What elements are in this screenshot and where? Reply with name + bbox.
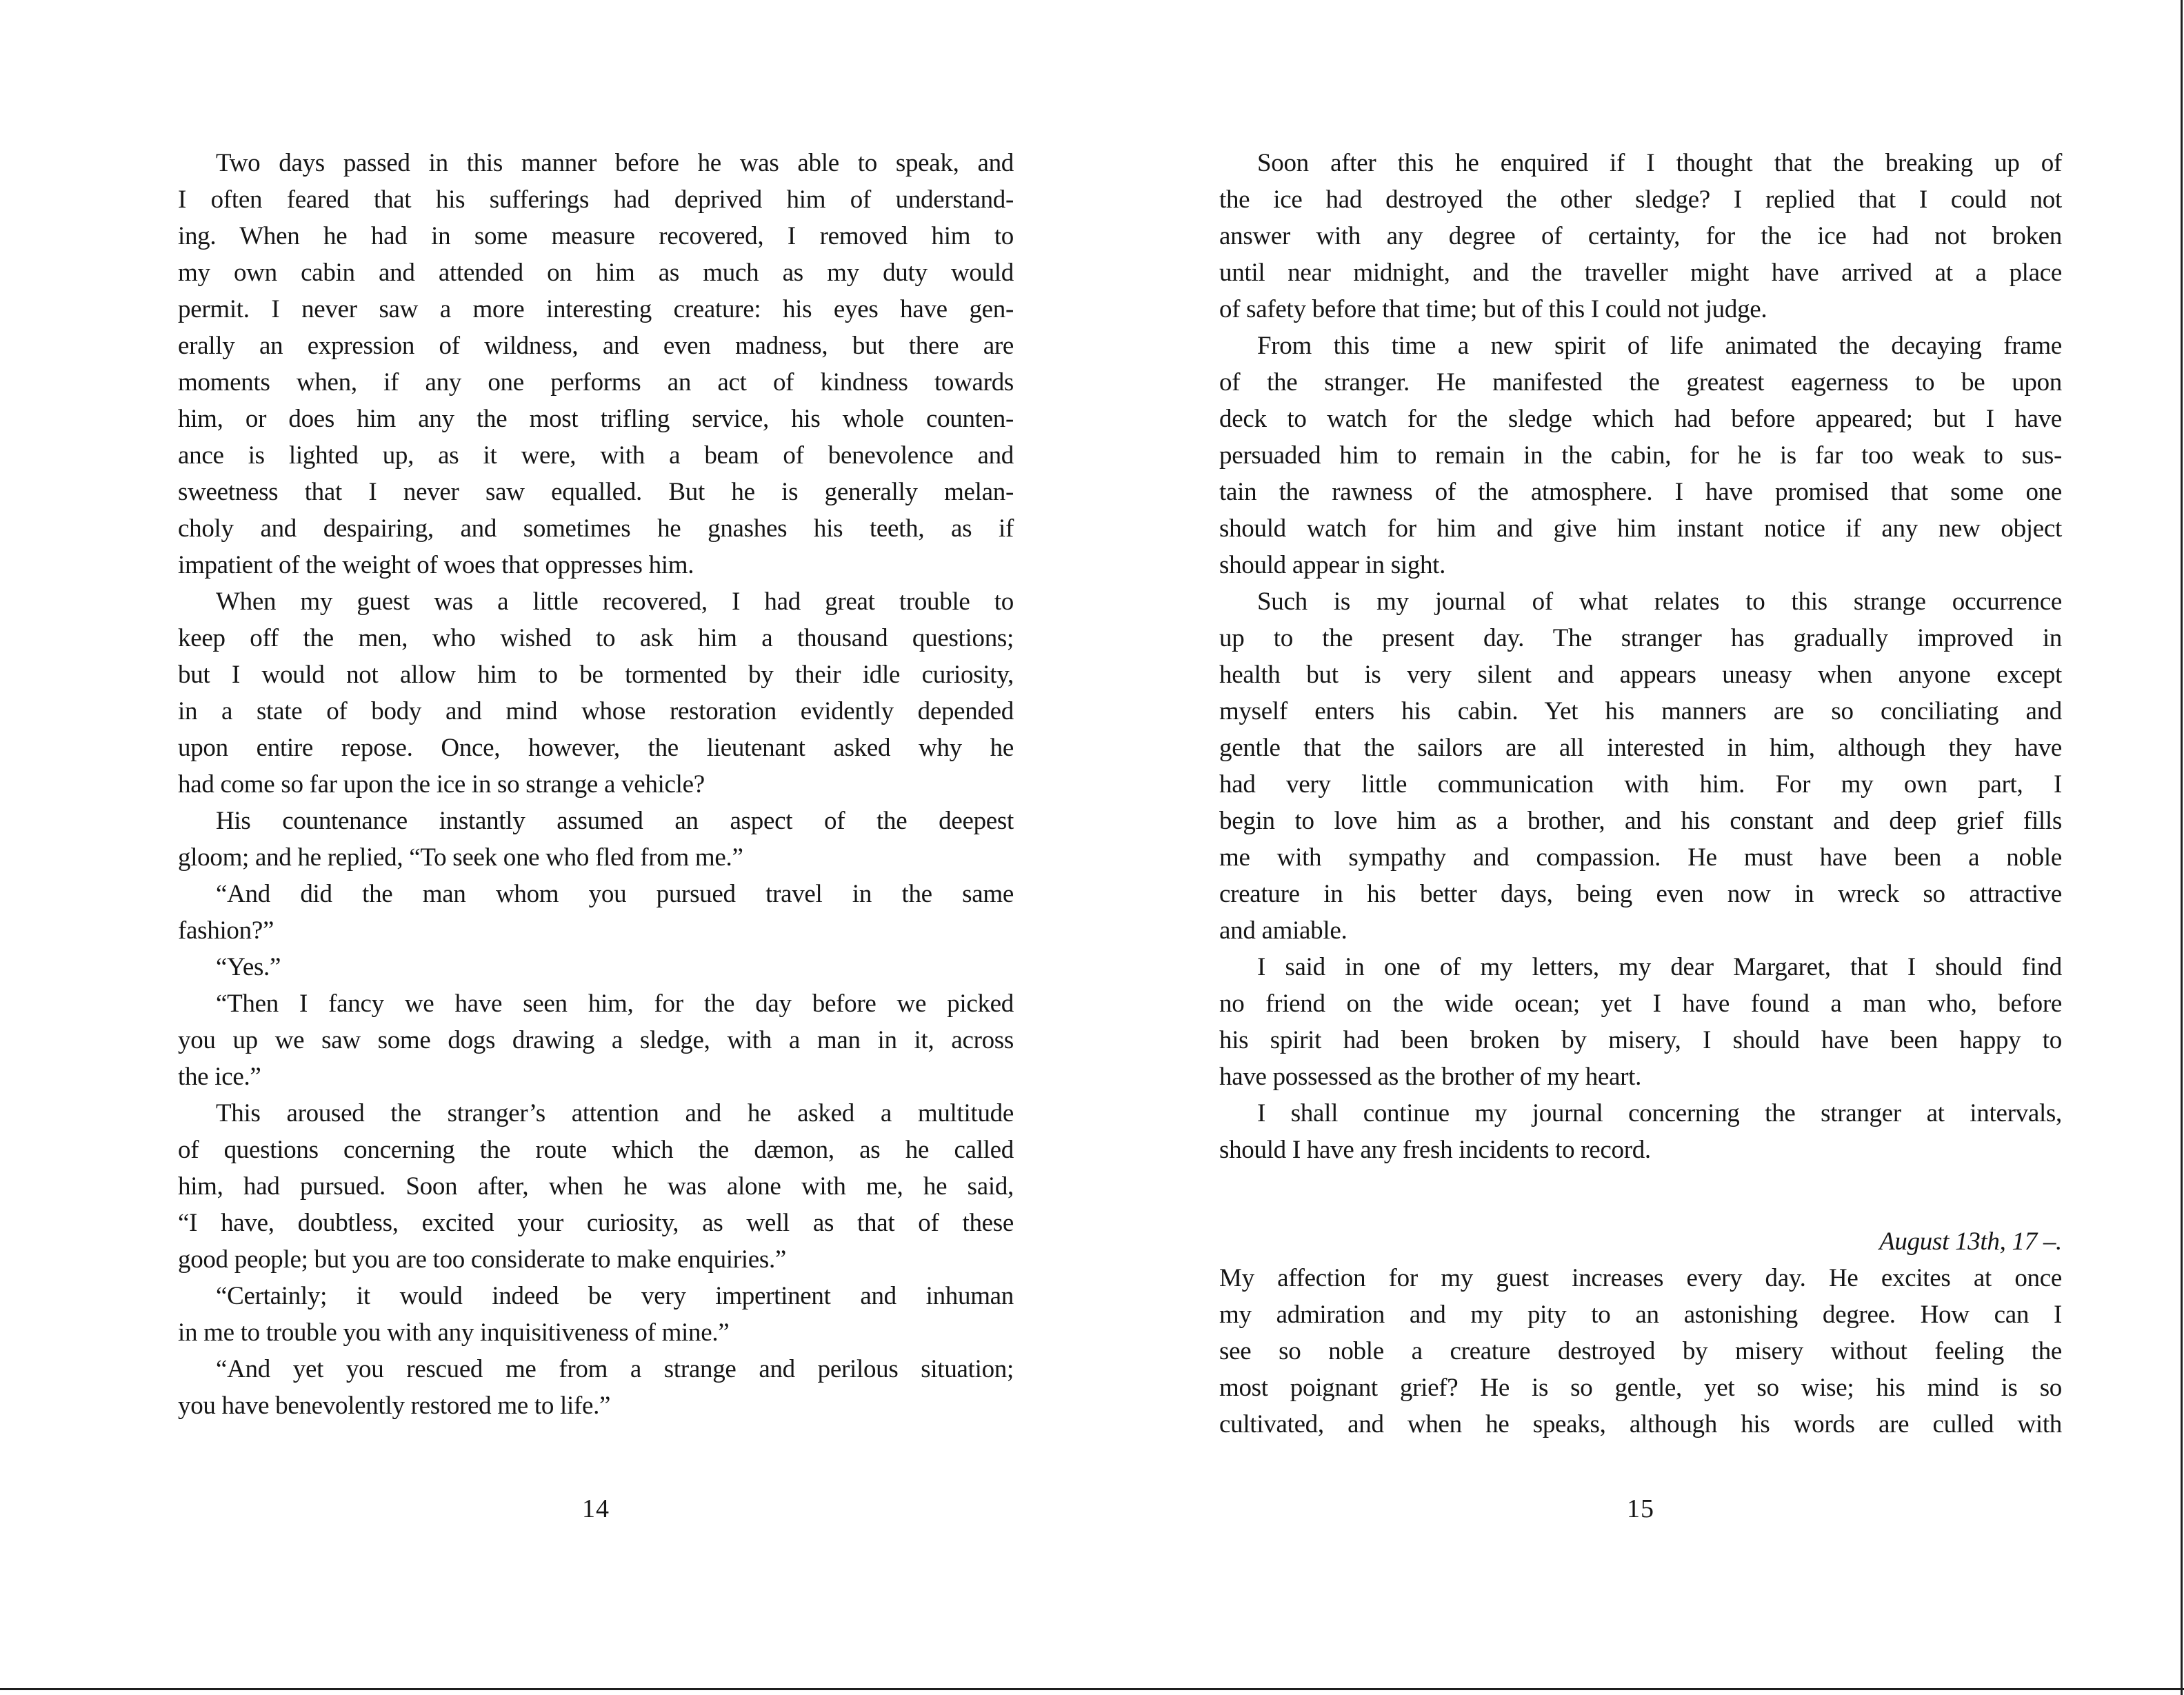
- text-line: should appear in sight.: [1219, 551, 1446, 579]
- text-line: the ice.”: [178, 1063, 261, 1091]
- folio-left: 14: [582, 1494, 610, 1523]
- text-line: up to the present day. The stranger has gradually improved in: [1219, 624, 2062, 652]
- text-line: ing. When he had in some measure recovered, I removed him to: [178, 222, 1014, 250]
- text-line: impatient of the weight of woes that oppresses him.: [178, 551, 694, 579]
- text-line: upon entire repose. Once, however, the lieutenant asked why he: [178, 734, 1014, 762]
- text-line: most poignant grief? He is so gentle, yet so wise; his mind is so: [1219, 1374, 2062, 1402]
- text-line: “Then I fancy we have seen him, for the day before we picked: [216, 990, 1014, 1018]
- text-line: gloom; and he replied, “To seek one who fled from me.”: [178, 843, 743, 872]
- text-line: had very little communication with him. For my own part, I: [1219, 770, 2062, 799]
- text-line: until near midnight, and the traveller might have arrived at a place: [1219, 259, 2062, 287]
- page-right-text-column: [1219, 145, 2062, 1443]
- text-line: should watch for him and give him instant notice if any new object: [1219, 514, 2062, 543]
- text-line: gentle that the sailors are all interested in him, although they have: [1219, 734, 2062, 762]
- text-line: answer with any degree of certainty, for the ice had not broken: [1219, 222, 2062, 250]
- journal-date-heading: August 13th, 17 –.: [1879, 1227, 2062, 1256]
- text-line: have possessed as the brother of my heart.: [1219, 1063, 1642, 1091]
- text-line: in a state of body and mind whose restoration evidently depended: [178, 697, 1014, 725]
- text-line: the ice had destroyed the other sledge? I replied that I could not: [1219, 185, 2062, 214]
- text-line: ance is lighted up, as it were, with a beam of benevolence and: [178, 441, 1014, 470]
- text-line: myself enters his cabin. Yet his manners are so conciliating and: [1219, 697, 2062, 725]
- text-line: me with sympathy and compassion. He must have been a noble: [1219, 843, 2062, 872]
- text-line: “Yes.”: [216, 953, 281, 981]
- text-line: fashion?”: [178, 916, 274, 945]
- text-line: no friend on the wide ocean; yet I have found a man who, before: [1219, 990, 2062, 1018]
- text-line: my own cabin and attended on him as much as my duty would: [178, 259, 1014, 287]
- text-line: sweetness that I never saw equalled. But he is generally melan-: [178, 478, 1014, 506]
- text-line: moments when, if any one performs an act of kindness towards: [178, 368, 1014, 397]
- text-line: him, or does him any the most trifling service, his whole counten-: [178, 405, 1014, 433]
- text-line: deck to watch for the sledge which had before appeared; but I have: [1219, 405, 2062, 433]
- text-line: My affection for my guest increases every day. He excites at once: [1219, 1264, 2062, 1292]
- text-line: I often feared that his sufferings had deprived him of understand-: [178, 185, 1014, 214]
- text-line: begin to love him as a brother, and his constant and deep grief fills: [1219, 807, 2062, 835]
- text-line: When my guest was a little recovered, I had great trouble to: [216, 588, 1014, 616]
- text-line: see so noble a creature destroyed by misery without feeling the: [1219, 1337, 2062, 1365]
- text-line: I shall continue my journal concerning the stranger at intervals,: [1257, 1099, 2062, 1127]
- text-line: health but is very silent and appears uneasy when anyone except: [1219, 661, 2062, 689]
- text-line: my admiration and my pity to an astonishing degree. How can I: [1219, 1301, 2062, 1329]
- text-line: erally an expression of wildness, and even madness, but there are: [178, 332, 1014, 360]
- text-line: His countenance instantly assumed an aspect of the deepest: [216, 807, 1014, 835]
- text-line: Soon after this he enquired if I thought that the breaking up of: [1257, 149, 2062, 177]
- text-line: keep off the men, who wished to ask him a thousand questions;: [178, 624, 1014, 652]
- text-line: his spirit had been broken by misery, I should have been happy to: [1219, 1026, 2062, 1054]
- text-line: in me to trouble you with any inquisitiveness of mine.”: [178, 1318, 730, 1347]
- text-line: had come so far upon the ice in so strange a vehicle?: [178, 770, 705, 799]
- text-line: “I have, doubtless, excited your curiosity, as well as that of these: [178, 1209, 1014, 1237]
- text-line: you up we saw some dogs drawing a sledge, with a man in it, across: [178, 1026, 1014, 1054]
- text-line: of safety before that time; but of this I could not judge.: [1219, 295, 1767, 323]
- text-line: I said in one of my letters, my dear Margaret, that I should find: [1257, 953, 2062, 981]
- text-line: of questions concerning the route which the dæmon, as he called: [178, 1136, 1014, 1164]
- text-line: you have benevolently restored me to life.”: [178, 1392, 611, 1420]
- text-line: should I have any fresh incidents to record.: [1219, 1136, 1651, 1164]
- page-edge-line-bottom: [0, 1688, 2184, 1690]
- text-line: choly and despairing, and sometimes he gnashes his teeth, as if: [178, 514, 1014, 543]
- text-line: but I would not allow him to be tormented by their idle curiosity,: [178, 661, 1014, 689]
- text-line: and amiable.: [1219, 916, 1348, 945]
- page-left-text-column: [178, 145, 1014, 1424]
- text-line: cultivated, and when he speaks, although his words are culled with: [1219, 1410, 2062, 1438]
- text-line: good people; but you are too considerate to make enquiries.”: [178, 1245, 787, 1274]
- text-line: “And yet you rescued me from a strange and perilous situation;: [216, 1355, 1014, 1383]
- folio-right: 15: [1627, 1494, 1654, 1523]
- text-line: “Certainly; it would indeed be very impertinent and inhuman: [216, 1282, 1014, 1310]
- text-line: Two days passed in this manner before he was able to speak, and: [216, 149, 1014, 177]
- text-line: permit. I never saw a more interesting creature: his eyes have gen-: [178, 295, 1014, 323]
- text-line: From this time a new spirit of life animated the decaying frame: [1257, 332, 2062, 360]
- text-line: This aroused the stranger’s attention and he asked a multitude: [216, 1099, 1014, 1127]
- text-line: tain the rawness of the atmosphere. I have promised that some one: [1219, 478, 2062, 506]
- text-line: him, had pursued. Soon after, when he was alone with me, he said,: [178, 1172, 1014, 1201]
- text-line: Such is my journal of what relates to this strange occurrence: [1257, 588, 2062, 616]
- text-line: creature in his better days, being even now in wreck so attractive: [1219, 880, 2062, 908]
- page-edge-line-right: [2181, 0, 2183, 1695]
- text-line: persuaded him to remain in the cabin, for he is far too weak to sus-: [1219, 441, 2062, 470]
- text-line: of the stranger. He manifested the greatest eagerness to be upon: [1219, 368, 2062, 397]
- text-line: “And did the man whom you pursued travel in the same: [216, 880, 1014, 908]
